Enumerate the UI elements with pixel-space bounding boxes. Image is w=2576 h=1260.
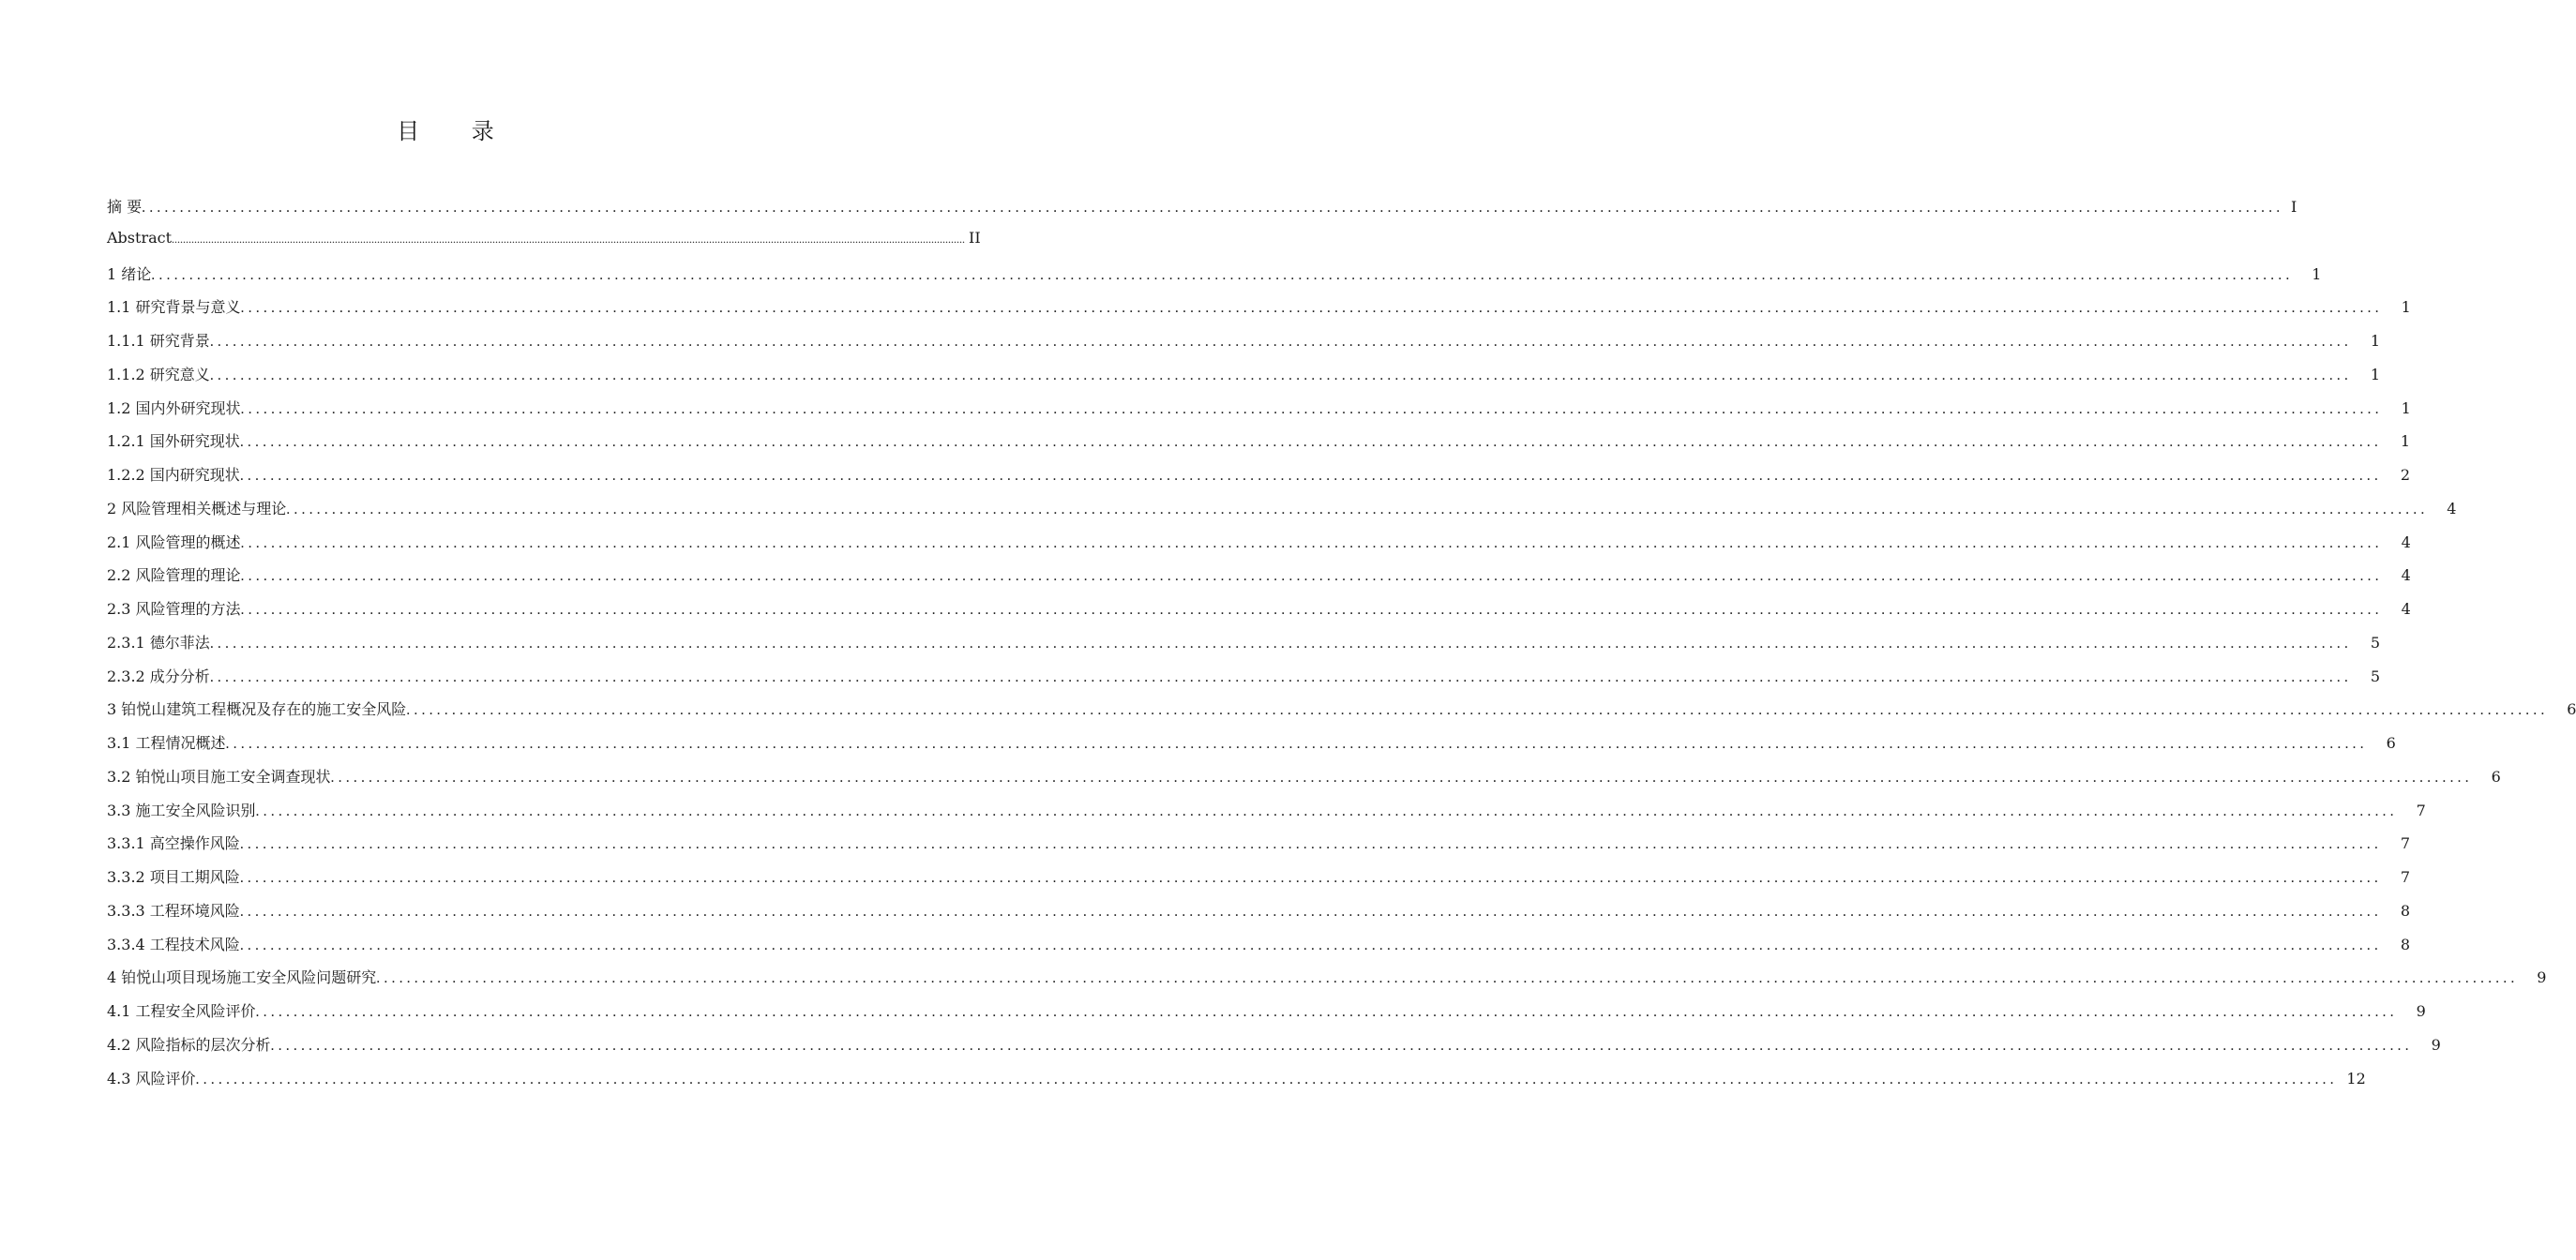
toc-entry-page: 4 bbox=[2401, 600, 2411, 618]
toc-entry-page: 8 bbox=[2400, 935, 2411, 953]
toc-dot-leader: .......................................................................................................................................................................................................................................................................................... bbox=[330, 769, 2473, 786]
toc-dot-leader: .......................................................................................................................................................................................................................................................................................... bbox=[209, 367, 2353, 383]
toc-entry-page: 9 bbox=[2537, 968, 2547, 987]
toc-dot-leader: .......................................................................................................................................................................................................................................................................................... bbox=[239, 870, 2383, 886]
table-of-contents bbox=[107, 195, 2576, 1100]
toc-entry-page: 6 bbox=[2386, 734, 2396, 752]
toc-entry-section-2-3[interactable] bbox=[107, 597, 2411, 631]
toc-entry-label: 2.2 风险管理的理论 bbox=[107, 566, 241, 585]
toc-dot-leader: .......................................................................................................................................................................................................................................................................................... bbox=[239, 836, 2383, 853]
toc-entry-section-1-1[interactable] bbox=[107, 295, 2411, 329]
toc-entry-label: 1 绪论 bbox=[107, 264, 152, 283]
toc-entry-chapter-2[interactable] bbox=[107, 497, 2457, 531]
toc-dot-leader: .......................................................................................................................................................................................................................................................................................... bbox=[240, 568, 2383, 585]
toc-entry-page: I bbox=[2290, 198, 2297, 216]
toc-entry-page: 7 bbox=[2400, 868, 2411, 886]
toc-entry-page: 5 bbox=[2370, 633, 2381, 652]
toc-entry-page: 4 bbox=[2401, 566, 2411, 585]
toc-entry-chapter-1[interactable] bbox=[107, 262, 2322, 296]
toc-entry-page: 12 bbox=[2346, 1069, 2366, 1088]
toc-entry-page: 4 bbox=[2447, 499, 2457, 518]
toc-entry-label: 3.3.2 项目工期风险 bbox=[107, 868, 240, 886]
toc-dot-leader: .......................................................................................................................................................................................................................................................................................... bbox=[406, 702, 2549, 719]
toc-entry-page: II bbox=[969, 228, 981, 247]
toc-dot-leader: .......................................................................................................................................................................................................................................................................................... bbox=[255, 802, 2398, 819]
toc-entry-section-1-2-2[interactable] bbox=[107, 463, 2411, 497]
toc-entry-label: 1.2.1 国外研究现状 bbox=[107, 432, 240, 451]
toc-entry-label: 4.1 工程安全风险评价 bbox=[107, 1002, 256, 1020]
toc-dot-leader: .......................................................................................................................................................................................................................................................................................... bbox=[240, 602, 2383, 618]
toc-entry-label: Abstract bbox=[107, 228, 173, 247]
toc-entry-section-4-1[interactable] bbox=[107, 999, 2426, 1033]
toc-entry-abstract-cn[interactable] bbox=[107, 195, 2297, 229]
toc-dot-leader: .......................................................................................................................................................................................................................................................................................... bbox=[376, 970, 2519, 987]
toc-entry-page: 1 bbox=[2401, 298, 2411, 317]
toc-entry-section-1-2[interactable] bbox=[107, 397, 2411, 430]
toc-entry-section-2-3-1[interactable] bbox=[107, 631, 2381, 665]
toc-entry-page: 1 bbox=[2370, 365, 2381, 383]
toc-entry-label: 4.2 风险指标的层次分析 bbox=[107, 1035, 271, 1054]
toc-entry-label: 2.3 风险管理的方法 bbox=[107, 600, 241, 618]
toc-entry-page: 7 bbox=[2416, 801, 2426, 819]
toc-entry-label: 2.1 风险管理的概述 bbox=[107, 532, 241, 551]
toc-entry-section-3-3-4[interactable] bbox=[107, 933, 2411, 967]
toc-entry-page: 8 bbox=[2400, 901, 2411, 920]
toc-entry-chapter-3[interactable] bbox=[107, 698, 2576, 731]
toc-entry-section-3-3[interactable] bbox=[107, 799, 2426, 832]
toc-entry-label: 1.1.1 研究背景 bbox=[107, 332, 210, 350]
toc-entry-label: 1.2.2 国内研究现状 bbox=[107, 466, 240, 484]
toc-dot-leader: .......................................................................................................................................................................................................................................................................................... bbox=[239, 903, 2383, 920]
toc-entry-label: 3 铂悦山建筑工程概况及存在的施工安全风险 bbox=[107, 700, 407, 719]
toc-entry-label: 3.2 铂悦山项目施工安全调查现状 bbox=[107, 767, 331, 786]
toc-entry-label: 1.1.2 研究意义 bbox=[107, 365, 210, 383]
toc-entry-label: 4 铂悦山项目现场施工安全风险问题研究 bbox=[107, 968, 377, 987]
toc-entry-label: 1.2 国内外研究现状 bbox=[107, 398, 241, 417]
toc-entry-section-4-3[interactable] bbox=[107, 1067, 2366, 1101]
toc-entry-section-3-2[interactable] bbox=[107, 765, 2501, 799]
toc-dot-leader: .......................................................................................................................................................................................................................................................................................... bbox=[255, 1004, 2398, 1020]
toc-dot-leader: .......................................................................................................................................................................................................................................................................................... bbox=[240, 400, 2383, 417]
toc-dot-leader: .......................................................................................................................................................................................................................................................................................... bbox=[151, 266, 2294, 283]
toc-entry-page: 9 bbox=[2416, 1002, 2426, 1020]
toc-dot-leader: .......................................................................................................................................................................................................................................................................................... bbox=[225, 736, 2368, 752]
toc-entry-label: 4.3 风险评价 bbox=[107, 1069, 196, 1088]
toc-entry-section-3-1[interactable] bbox=[107, 731, 2396, 765]
toc-entry-section-2-1[interactable] bbox=[107, 531, 2411, 564]
toc-title: 目 录 bbox=[397, 118, 517, 144]
toc-entry-section-4-2[interactable] bbox=[107, 1033, 2441, 1067]
toc-entry-chapter-4[interactable] bbox=[107, 966, 2547, 999]
toc-dot-leader: .......................................................................................................................................................................................................................................................................................... bbox=[195, 1071, 2338, 1088]
toc-entry-page: 1 bbox=[2400, 432, 2411, 451]
toc-entry-page: 1 bbox=[2312, 264, 2322, 283]
toc-entry-label: 1.1 研究背景与意义 bbox=[107, 298, 241, 317]
toc-dot-leader: .......................................................................................................................................................................................................................................................................................... bbox=[240, 300, 2383, 317]
toc-dot-leader: .......................................................................................................................................................................................................................................................................................... bbox=[270, 1037, 2413, 1054]
toc-entry-label: 摘 要 bbox=[107, 198, 143, 216]
toc-entry-label: 3.1 工程情况概述 bbox=[107, 734, 226, 752]
toc-entry-label: 3.3.4 工程技术风险 bbox=[107, 935, 240, 953]
toc-entry-label: 2.3.1 德尔菲法 bbox=[107, 633, 210, 652]
toc-dot-leader: .......................................................................................................................................................................................................................................................................................... bbox=[209, 334, 2353, 350]
toc-dot-leader: .......................................................................................................................................................................................................................................................................................... bbox=[286, 501, 2429, 518]
toc-entry-section-3-3-1[interactable] bbox=[107, 832, 2411, 865]
toc-entry-page: 6 bbox=[2567, 700, 2576, 719]
toc-entry-page: 5 bbox=[2370, 667, 2381, 685]
toc-dot-leader: .......................................................................................................................................................................................................................................................................................... bbox=[239, 434, 2383, 451]
toc-dot-leader: .......................................................................................................................................................................................................................................................................................... bbox=[239, 937, 2383, 953]
toc-entry-section-2-2[interactable] bbox=[107, 563, 2411, 597]
toc-entry-section-1-1-1[interactable] bbox=[107, 329, 2381, 363]
toc-dot-leader: .......................................................................................................................................................................................................................................................................................... bbox=[239, 468, 2383, 484]
toc-entry-abstract-en[interactable] bbox=[107, 228, 981, 262]
toc-entry-section-1-2-1[interactable] bbox=[107, 429, 2411, 463]
toc-entry-label: 3.3 施工安全风险识别 bbox=[107, 801, 256, 819]
toc-entry-label: 3.3.3 工程环境风险 bbox=[107, 901, 240, 920]
toc-dot-leader: .......................................................................................................................................................................................................................................................................................... bbox=[142, 200, 2284, 216]
toc-entry-label: 2 风险管理相关概述与理论 bbox=[107, 499, 287, 518]
toc-entry-section-3-3-3[interactable] bbox=[107, 899, 2411, 933]
toc-entry-section-2-3-2[interactable] bbox=[107, 665, 2381, 698]
toc-entry-page: 6 bbox=[2491, 767, 2501, 786]
toc-entry-page: 1 bbox=[2370, 332, 2381, 350]
toc-entry-label: 2.3.2 成分分析 bbox=[107, 667, 210, 685]
toc-entry-section-1-1-2[interactable] bbox=[107, 363, 2381, 397]
toc-entry-page: 2 bbox=[2400, 466, 2411, 484]
toc-dot-leader: .......................................................................................................................................................................................................................................................................................... bbox=[172, 232, 966, 246]
toc-dot-leader: .......................................................................................................................................................................................................................................................................................... bbox=[209, 635, 2353, 652]
toc-entry-page: 7 bbox=[2400, 834, 2411, 853]
toc-entry-section-3-3-2[interactable] bbox=[107, 865, 2411, 899]
toc-dot-leader: .......................................................................................................................................................................................................................................................................................... bbox=[209, 668, 2353, 685]
toc-entry-page: 4 bbox=[2401, 532, 2411, 551]
toc-dot-leader: .......................................................................................................................................................................................................................................................................................... bbox=[240, 534, 2383, 551]
toc-entry-page: 1 bbox=[2401, 398, 2411, 417]
toc-entry-label: 3.3.1 高空操作风险 bbox=[107, 834, 240, 853]
toc-entry-page: 9 bbox=[2431, 1035, 2441, 1054]
